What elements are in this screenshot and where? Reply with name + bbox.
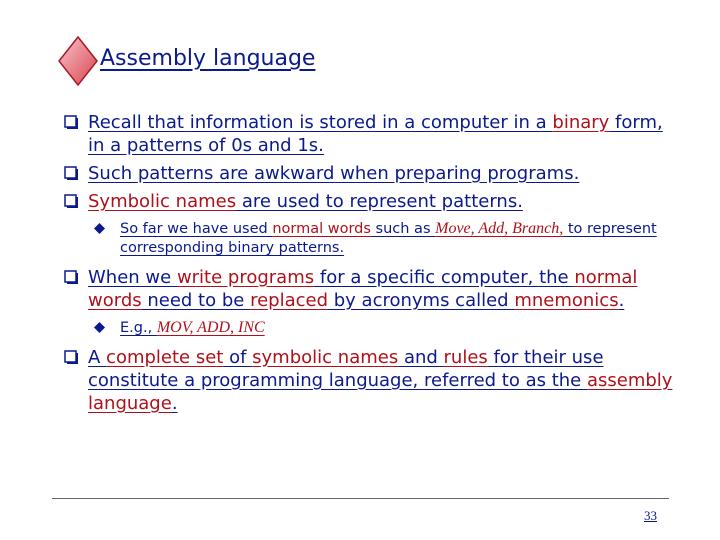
bullet-item: Symbolic names are used to represent patterns.	[64, 190, 684, 213]
bullet-item: A complete set of symbolic names and rules for their use constitute a programming language, referred to as the assembly language.	[64, 346, 684, 415]
page-number: 33	[644, 508, 657, 523]
bullet-item: Such patterns are awkward when preparing programs.	[64, 162, 684, 185]
footer-divider	[52, 498, 669, 499]
checkbox-bullet-icon	[64, 194, 78, 208]
checkbox-bullet-icon	[64, 270, 78, 284]
checkbox-bullet-icon	[64, 166, 78, 180]
sub-bullet-item: So far we have used normal words such as Move, Add, Branch, to represent corresponding binary patterns.	[64, 219, 684, 258]
bullet-item: When we write programs for a specific computer, the normal words need to be replaced by acronyms called mnemonics.	[64, 266, 684, 312]
slide-title: Assembly language	[100, 46, 316, 71]
slide-body	[64, 111, 684, 420]
checkbox-bullet-icon	[64, 115, 78, 129]
diamond-icon	[58, 36, 98, 86]
checkbox-bullet-icon	[64, 350, 78, 364]
diamond-bullet-icon	[94, 223, 105, 234]
diamond-bullet-icon	[94, 322, 105, 333]
bullet-item: Recall that information is stored in a computer in a binary form, in a patterns of 0s and 1s.	[64, 111, 684, 157]
sub-bullet-item: E.g., MOV, ADD, INC	[64, 318, 684, 338]
